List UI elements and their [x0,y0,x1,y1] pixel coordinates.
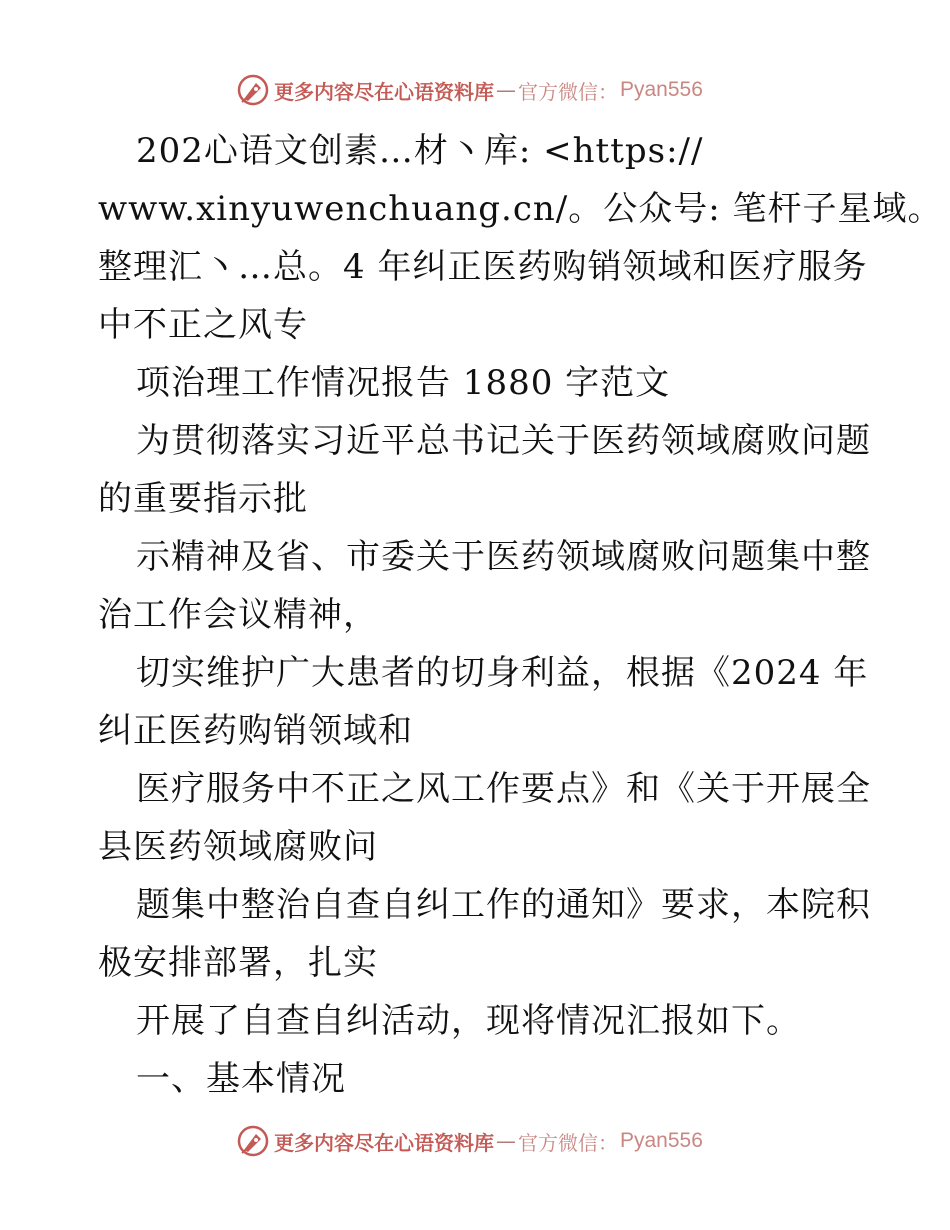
text-line: 整理汇丶…总。4 年纠正医药购销领域和医疗服务 [98,247,868,287]
text-line: 项治理工作情况报告 1880 字范文 [136,363,671,403]
text-line: 题集中整治自查自纠工作的通知》要求，本院积 [136,885,871,925]
text-line: 开展了自查自纠活动，现将情况汇报如下。 [136,1001,801,1041]
banner-dash: — [496,1129,516,1153]
text-line: 中不正之风专 [98,305,308,345]
banner-main-text: 更多内容尽在心语资料库 [274,1130,494,1155]
text-line: www.xinyuwenchuang.cn/。公众号: 笔杆子星域。 [98,189,943,229]
banner-wechat-label: 官方微信： [518,79,618,104]
text-line: 县医药领域腐败问 [98,827,378,867]
text-line: 医疗服务中不正之风工作要点》和《关于开展全 [136,769,871,809]
footer-watermark-banner [236,1123,703,1159]
pen-nib-circle-logo-icon [236,1124,270,1158]
banner-wechat-id: Pyan556 [620,78,703,101]
text-line: 极安排部署，扎实 [98,943,378,983]
document-body [98,122,943,1108]
section-heading: 一、基本情况 [136,1059,346,1099]
banner-dash: — [496,78,516,102]
text-line: 治工作会议精神， [98,595,378,635]
text-line: 的重要指示批 [98,479,308,519]
text-line: 切实维护广大患者的切身利益，根据《2024 年 [136,653,869,693]
banner-wechat-label: 官方微信： [518,1130,618,1155]
header-watermark-banner [236,72,703,108]
text-line: 示精神及省、市委关于医药领域腐败问题集中整 [136,537,871,577]
banner-main-text: 更多内容尽在心语资料库 [274,79,494,104]
pen-nib-circle-logo-icon [236,73,270,107]
text-line: 为贯彻落实习近平总书记关于医药领域腐败问题 [136,421,871,461]
text-line: 纠正医药购销领域和 [98,711,413,751]
banner-wechat-id: Pyan556 [620,1129,703,1152]
text-line: 202心语文创素…材丶库: <https:// [136,131,704,171]
